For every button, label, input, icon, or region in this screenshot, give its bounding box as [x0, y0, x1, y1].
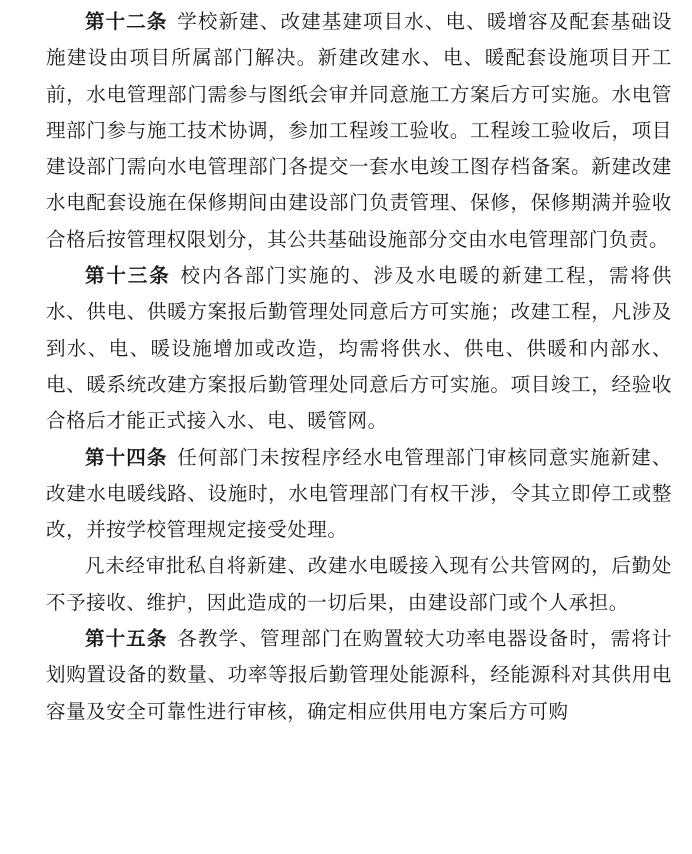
article-15-heading: 第十五条 — [85, 627, 168, 651]
article-14-continuation-text: 凡未经审批私自将新建、改建水电暖接入现有公共管网的，后勤处不予接收、维护，因此造成的一切后果，由建设部门或个人承担。 — [46, 554, 672, 614]
article-15-text: 各教学、管理部门在购置较大功率电器设备时，需将计划购置设备的数量、功率等报后勤管理处能源科，经能源科对其供用电容量及安全可靠性进行审核，确定相应供用电方案后方可购 — [46, 627, 672, 723]
article-13-paragraph — [46, 258, 672, 439]
document-body — [46, 4, 672, 730]
article-14-text: 任何部门未按程序经水电管理部门审核同意实施新建、改建水电暖线路、设施时，水电管理部门有权干涉，令其立即停工或整改，并按学校管理规定接受处理。 — [46, 445, 672, 542]
article-12-paragraph — [46, 4, 672, 258]
article-13-heading: 第十三条 — [85, 264, 171, 288]
article-13-text: 校内各部门实施的、涉及水电暖的新建工程，需将供水、供电、供暖方案报后勤管理处同意后方可实施；改建工程，凡涉及到水、电、暖设施增加或改造，均需将供水、供电、供暖和内部水、电、暖系统改建方案报后勤管理处同意后方可实施。项目竣工，经验收合格后才能正式接入水、电、暖管网。 — [46, 264, 672, 433]
article-15-paragraph — [46, 621, 672, 730]
article-12-heading: 第十二条 — [85, 10, 168, 33]
article-14-heading: 第十四条 — [85, 445, 168, 469]
article-12-text: 学校新建、改建基建项目水、电、暖增容及配套基础设施建设由项目所属部门解决。新建改建水、电、暖配套设施项目开工前，水电管理部门需参与图纸会审并同意施工方案后方可实施。水电管理部门参与施工技术协调，参加工程竣工验收。工程竣工验收后，项目建设部门需向水电管理部门各提交一套水电竣工图存档备案。新建改建水电配套设施在保修期间由建设部门负责管理、保修，保修期满并验收合格后按管理权限划分，其公共基础设施部分交由水电管理部门负责。 — [46, 10, 672, 251]
article-14-paragraph — [46, 440, 672, 549]
article-14-continuation-paragraph — [46, 548, 672, 621]
